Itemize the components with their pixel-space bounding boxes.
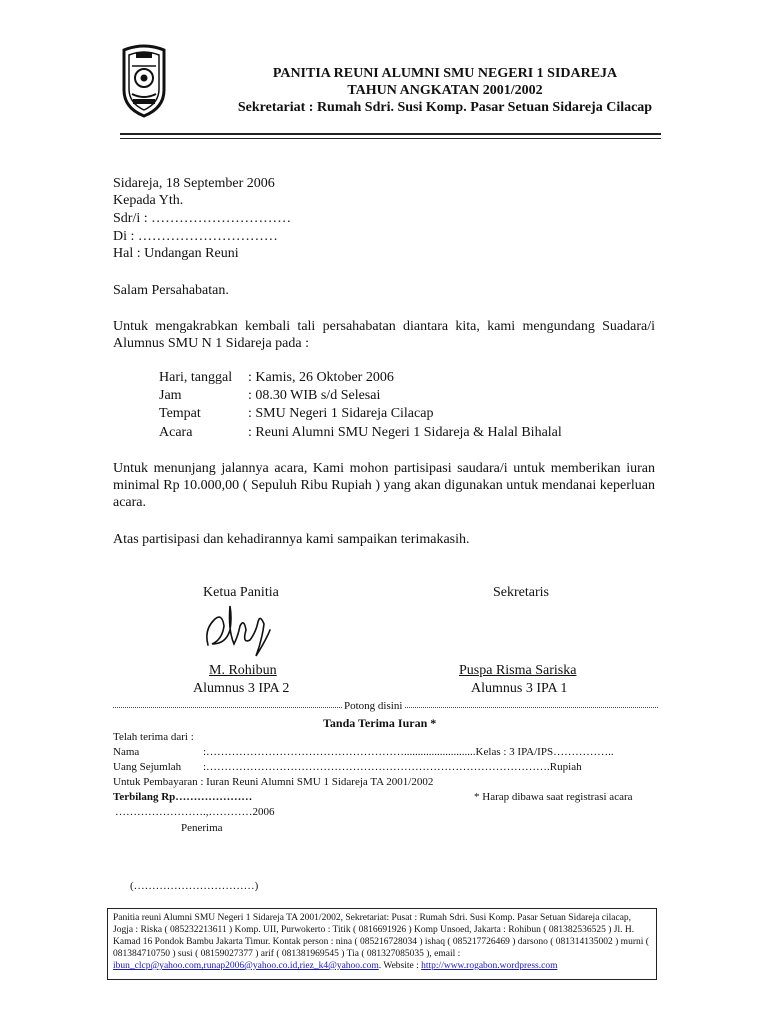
detail-label-date: Hari, tanggal xyxy=(159,370,233,385)
receiver-signature-blank: (……………………………) xyxy=(130,880,259,892)
registration-note: * Harap dibawa saat registrasi acara xyxy=(474,791,633,803)
received-from-label: Telah terima dari : xyxy=(113,731,194,743)
detail-label-event: Acara xyxy=(159,425,193,440)
contact-footer xyxy=(107,908,657,980)
greeting: Salam Persahabatan. xyxy=(113,283,229,298)
detail-label-time: Jam xyxy=(159,388,182,403)
recipient-salutation: Kepada Yth. xyxy=(113,193,184,208)
org-title: PANITIA REUNI ALUMNI SMU NEGERI 1 SIDAREJA xyxy=(272,66,618,81)
org-year: TAHUN ANGKATAN 2001/2002 xyxy=(347,83,543,98)
detail-value-event: : Reuni Alumni SMU Negeri 1 Sidareja & Halal Bihalal xyxy=(248,425,562,440)
left-signer-name: M. Rohibun xyxy=(209,663,277,678)
cut-label: Potong disini xyxy=(344,700,403,712)
signature-image xyxy=(200,600,280,660)
closing-paragraph: Atas partisipasi dan kehadirannya kami sampaikan terimakasih. xyxy=(113,532,470,547)
contribution-paragraph: Untuk menunjang jalannya acara, Kami mohon partisipasi saudara/i untuk memberikan iuran minimal Rp 10.000,00 ( Sepuluh Ribu Rupiah ) yang akan digunakan untuk mendanai keperluan acara. xyxy=(113,461,655,510)
website-label: . Website : xyxy=(378,961,419,971)
right-signer-title: Sekretaris xyxy=(493,585,549,600)
receipt-title: Tanda Terima Iuran * xyxy=(323,716,437,730)
detail-label-place: Tempat xyxy=(159,406,201,421)
intro-paragraph: Untuk mengakrabkan kembali tali persahabatan diantara kita, kami mengundang Suadara/i Alumnus SMU N 1 Sidareja pada : xyxy=(113,319,655,351)
school-crest-icon xyxy=(118,44,170,120)
place-date: Sidareja, 18 September 2006 xyxy=(113,176,275,191)
receipt-date-line: …………………….,…………2006 xyxy=(115,806,275,818)
amount-label: Uang Sejumlah xyxy=(113,761,182,773)
name-label: Nama xyxy=(113,746,140,758)
org-secretariat: Sekretariat : Rumah Sdri. Susi Komp. Pasar Setuan Sidareja Cilacap xyxy=(237,100,653,115)
header-rule xyxy=(120,133,661,135)
detail-value-time: : 08.30 WIB s/d Selesai xyxy=(248,388,381,403)
detail-value-date: : Kamis, 26 Oktober 2006 xyxy=(248,370,394,385)
left-signer-class: Alumnus 3 IPA 2 xyxy=(193,681,290,696)
contact-details: Panitia reuni Alumni SMU Negeri 1 Sidareja TA 2001/2002, Sekretariat: Pusat : Rumah Sdri. Susi Komp. Pasar Setuan Sidareja cilacap, Jogja : Riska ( 085232213611 ) Komp. UII, Purwokerto : Titik ( 0816691926 ) Komp Unsoed, Jakarta : Rohibun ( 081382536525 ) Jl. H. Kamad 16 Pondok Bambu Jakarta Timur. Kontak person : nina ( 085216728034 ) ishaq ( 085217726469 ) darsono ( 081314135002 ) murni ( 081384710750 ) susi ( 08159027377 ) arif ( 081381969545 ) Tia ( 081327085035 ), email : xyxy=(113,913,649,959)
website-link[interactable]: http://www.rogabon.wordpress.com xyxy=(421,961,558,971)
amount-fill-line: :………………………………………………………………………………….Rupiah xyxy=(203,761,582,773)
amount-in-words: Terbilang Rp………………… xyxy=(113,791,253,803)
receiver-label: Penerima xyxy=(181,822,223,834)
header-rule-thin xyxy=(120,138,661,139)
left-signer-title: Ketua Panitia xyxy=(203,585,279,600)
letter-subject: Hal : Undangan Reuni xyxy=(113,246,239,261)
recipient-name: Sdr/i : ………………………… xyxy=(113,211,292,226)
right-signer-name: Puspa Risma Sariska xyxy=(459,663,577,678)
right-signer-class: Alumnus 3 IPA 1 xyxy=(471,681,568,696)
payment-purpose: Untuk Pembayaran : Iuran Reuni Alumni SMU 1 Sidareja TA 2001/2002 xyxy=(113,776,434,788)
recipient-address: Di : ………………………… xyxy=(113,229,278,244)
email-links[interactable]: ibun_clcp@yahoo.com,runap2006@yahoo.co.id,riez_k4@yahoo.com xyxy=(113,961,379,971)
detail-value-place: : SMU Negeri 1 Sidareja Cilacap xyxy=(248,406,434,421)
name-fill-line: :………………………………………………..........................Kelas : 3 IPA/IPS…………….. xyxy=(203,746,614,758)
